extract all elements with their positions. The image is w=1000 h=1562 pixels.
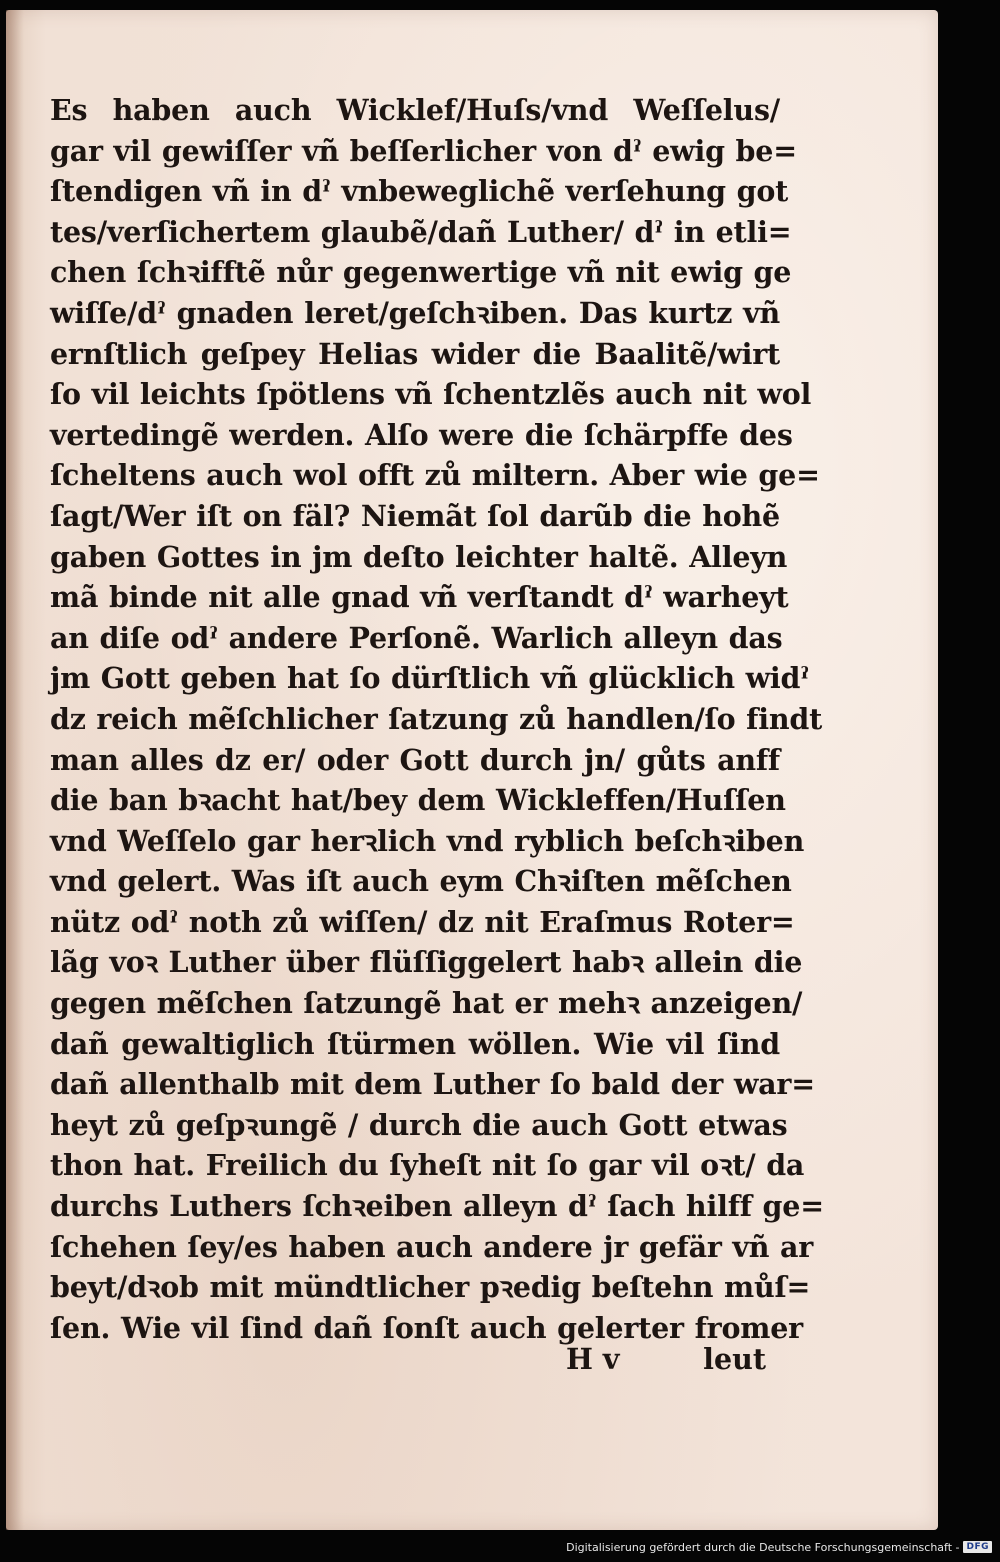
text-line: tes/verſichertem glaubẽ/dañ Luther/ dˀ in etli= bbox=[50, 214, 792, 249]
text-line: ſcheltens auch wol offt zů miltern. Aber wie ge= bbox=[50, 458, 820, 493]
text-line: chen ſchꝛifftẽ nůr gegenwertige vñ nit ewig ge bbox=[50, 255, 792, 290]
text-line: ernſtlich geſpey Helias wider die Baalitẽ/wirt bbox=[50, 336, 780, 371]
text-line: durchs Luthers ſchꝛeiben alleyn dˀ ſach hilff ge= bbox=[50, 1189, 824, 1224]
signature-mark: H v bbox=[566, 1342, 620, 1376]
text-line: vertedingẽ werden. Alſo were die ſchärpffe des bbox=[50, 417, 793, 452]
text-line: heyt zů geſpꝛungẽ / durch die auch Gott etwas bbox=[50, 1107, 788, 1142]
text-line: nütz odˀ noth zů wiſſen/ dz nit Eraſmus Roter= bbox=[50, 904, 795, 939]
text-line: vnd gelert. Was iſt auch eym Chꝛiſten mẽſchen bbox=[50, 864, 792, 899]
funding-credit: Digitalisierung gefördert durch die Deutsche Forschungsgemeinschaft - bbox=[566, 1540, 960, 1554]
text-line: die ban bꝛacht hat/bey dem Wickleffen/Huſſen bbox=[50, 783, 786, 818]
text-line: man alles dz er/ oder Gott durch jn/ gůts anff bbox=[50, 742, 780, 777]
text-line: ſchehen ſey/es haben auch andere jr gefär vñ ar bbox=[50, 1229, 814, 1264]
text-line: ſo vil leichts ſpötlens vñ ſchentzlẽs auch nit wol bbox=[50, 377, 812, 412]
text-line: lãg voꝛ Luther über flüſſiggelert habꝛ allein die bbox=[50, 945, 803, 980]
text-line: jm Gott geben hat ſo dürſtlich vñ glücklich widˀ bbox=[50, 661, 810, 696]
text-line: dañ gewaltiglich ſtürmen wöllen. Wie vil ſind bbox=[50, 1026, 780, 1061]
text-line: an diſe odˀ andere Perſonẽ. Warlich alleyn das bbox=[50, 620, 783, 655]
text-line: vnd Weſſelo gar herꝛlich vnd ryblich beſchꝛiben bbox=[50, 823, 805, 858]
text-line: Es haben auch Wicklef/Huſs/vnd Weſſelus/ bbox=[50, 93, 780, 127]
catchword: leut bbox=[703, 1342, 766, 1376]
book-page bbox=[6, 10, 938, 1530]
text-line: thon hat. Freilich du ſyheſt nit ſo gar vil oꝛt/ da bbox=[50, 1148, 805, 1183]
text-line: gar vil gewiſſer vñ beſſerlicher von dˀ ewig be= bbox=[50, 133, 797, 168]
text-line: mã binde nit alle gnad vñ verſtandt dˀ warheyt bbox=[50, 580, 789, 615]
catchword-line bbox=[566, 1342, 766, 1376]
text-line: ſagt/Wer iſt on fäl? Niemãt ſol darũb die hohẽ bbox=[50, 498, 780, 533]
text-line: dañ allenthalb mit dem Luther ſo bald der war= bbox=[50, 1067, 815, 1102]
digitization-footer bbox=[566, 1536, 992, 1558]
text-line: ſen. Wie vil ſind dañ ſonſt auch gelerter fromer bbox=[50, 1310, 803, 1345]
text-line: ſtendigen vñ in dˀ vnbeweglichẽ verſehung got bbox=[50, 174, 789, 209]
text-line: beyt/dꝛob mit mündtlicher pꝛedig beſtehn můſ= bbox=[50, 1270, 811, 1305]
body-text bbox=[50, 90, 824, 1348]
text-line: wiſſe/dˀ gnaden leret/geſchꝛiben. Das kurtz vñ bbox=[50, 295, 780, 330]
text-line: gaben Gottes in jm deſto leichter haltẽ. Alleyn bbox=[50, 539, 788, 574]
text-line: gegen mẽſchen ſatzungẽ hat er mehꝛ anzeigen/ bbox=[50, 986, 803, 1021]
text-line: dz reich mẽſchlicher ſatzung zů handlen/ſo findt bbox=[50, 701, 823, 736]
dfg-logo: DFG bbox=[963, 1541, 992, 1553]
page-gutter-shadow bbox=[6, 10, 24, 1530]
